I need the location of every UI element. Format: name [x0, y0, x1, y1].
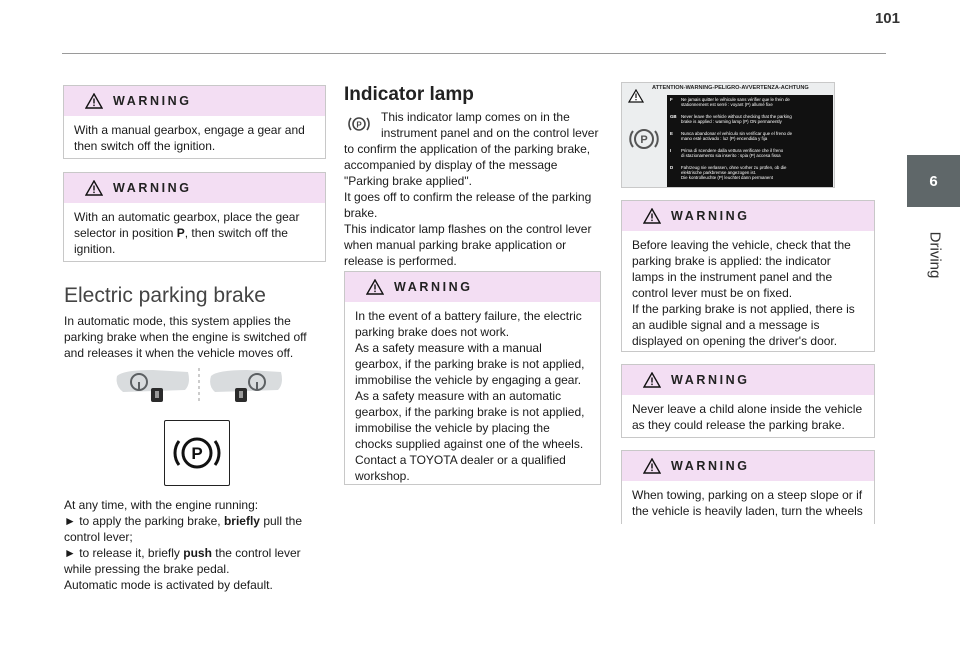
warning-triangle-icon	[643, 372, 661, 388]
label-row: E Nunca abandonar el vehículo sin verificar que el freno de mano esté activado : luz (P) encendida y fija	[670, 131, 793, 142]
label-panel	[667, 95, 833, 187]
warning-box-child: WARNING Never leave a child alone inside the vehicle as they could release the parking brake.	[621, 364, 875, 438]
warning-triangle-icon	[643, 458, 661, 474]
steering-lever-illustration	[113, 362, 285, 410]
warning-title: WARNING	[671, 209, 750, 223]
warning-title: WARNING	[113, 181, 192, 195]
label-header: ATTENTION-WARNING-PELIGRO-AVVERTENZA-ACHTUNG	[652, 85, 809, 91]
warning-text: With an automatic gearbox, place the gear selector in position P, then switch off the ignition.	[74, 210, 300, 256]
warning-title: WARNING	[113, 94, 192, 108]
usage-steps: At any time, with the engine running: ► to apply the parking brake, briefly pull the control lever; ► to release it, briefly push the control lever while pressing the brake pedal. Automatic mode is activated by default.	[64, 498, 303, 592]
chapter-label: Driving	[926, 231, 943, 279]
label-warning-triangle-icon	[628, 89, 644, 103]
warning-box-automatic-gearbox	[63, 172, 326, 262]
label-row: D Fahrzeug nie verlassen, ohne vorher zu prüfen, ob die elektrische parkbremse angezogen ist. Die kontrolleuchte (P) leuchtet dann permanent	[670, 165, 787, 181]
warning-box-manual-gearbox	[63, 85, 326, 159]
svg-text:P: P	[356, 120, 362, 130]
chapter-tab[interactable]: 6	[907, 155, 960, 207]
warning-title: WARNING	[671, 459, 750, 473]
indicator-lamp-text: This indicator lamp comes on in the instrument panel and on the control lever to confirm the application of the parking brake, accompanied by display of the message "Parking brake applied". It goes off to confirm the release of the parking brake. This indicator lamp flashes on the control lever when manual parking brake application or release is performed.	[344, 110, 599, 268]
warning-header	[622, 201, 874, 231]
warning-triangle-icon	[85, 93, 103, 109]
warning-text: With a manual gearbox, engage a gear and then switch off the ignition.	[74, 123, 305, 153]
warning-box-battery-failure: WARNING In the event of a battery failure, the electric parking brake does not work. As a safety measure with a manual gearbox, if the parking brake is not applied, immobilise the vehicle by engaging a gear. As a safety measure with an automatic gearbox, if the parking brake is not applied, immobilise the vehicle by placing the chocks supplied against one of the wheels. Contact a TOYOTA dealer or a qualified workshop.	[344, 271, 601, 485]
warning-triangle-icon	[643, 208, 661, 224]
warning-box-towing: WARNING When towing, parking on a steep slope or if the vehicle is heavily laden, turn the wheels	[621, 450, 875, 524]
intro-paragraph: In automatic mode, this system applies the parking brake when the engine is switched off and releases it when the vehicle moves off.	[64, 314, 307, 360]
warning-header	[64, 86, 325, 116]
label-row: I Prima di scendere dalla vettura verificare che il freno di stazionamento sia inserito : spia (P) accesa fissa	[670, 148, 784, 159]
page-number: 101	[874, 10, 900, 27]
warning-title: WARNING	[671, 373, 750, 387]
label-row: F Ne jamais quitter le véhicule sans vérifier que le frein de stationnement est serré : voyant (P) allumé fixe	[670, 97, 790, 108]
label-row: GB Never leave the vehicle without checking that the parking brake is applied : warning lamp (P) ON permanently	[670, 114, 792, 125]
warning-header	[64, 173, 325, 203]
indicator-lamp-title: Indicator lamp	[344, 84, 474, 105]
warning-header	[622, 451, 874, 481]
warning-header	[345, 272, 600, 302]
header-rule	[62, 53, 886, 54]
warning-header	[622, 365, 874, 395]
warning-triangle-icon	[366, 279, 384, 295]
warning-box-before-leaving: WARNING Before leaving the vehicle, check that the parking brake is applied: the indicator lamps in the instrument panel and the control lever must be on fixed. If the parking brake is not applied, there is an audible signal and a message is displayed on opening the driver's door.	[621, 200, 875, 352]
label-parking-brake-icon	[626, 121, 662, 157]
section-title: Electric parking brake	[64, 284, 266, 307]
warning-label-image	[621, 82, 835, 188]
warning-triangle-icon	[85, 180, 103, 196]
svg-text:P: P	[640, 134, 648, 146]
warning-title: WARNING	[394, 280, 473, 294]
parking-brake-lamp-icon	[164, 420, 230, 486]
svg-text:P: P	[191, 444, 203, 463]
